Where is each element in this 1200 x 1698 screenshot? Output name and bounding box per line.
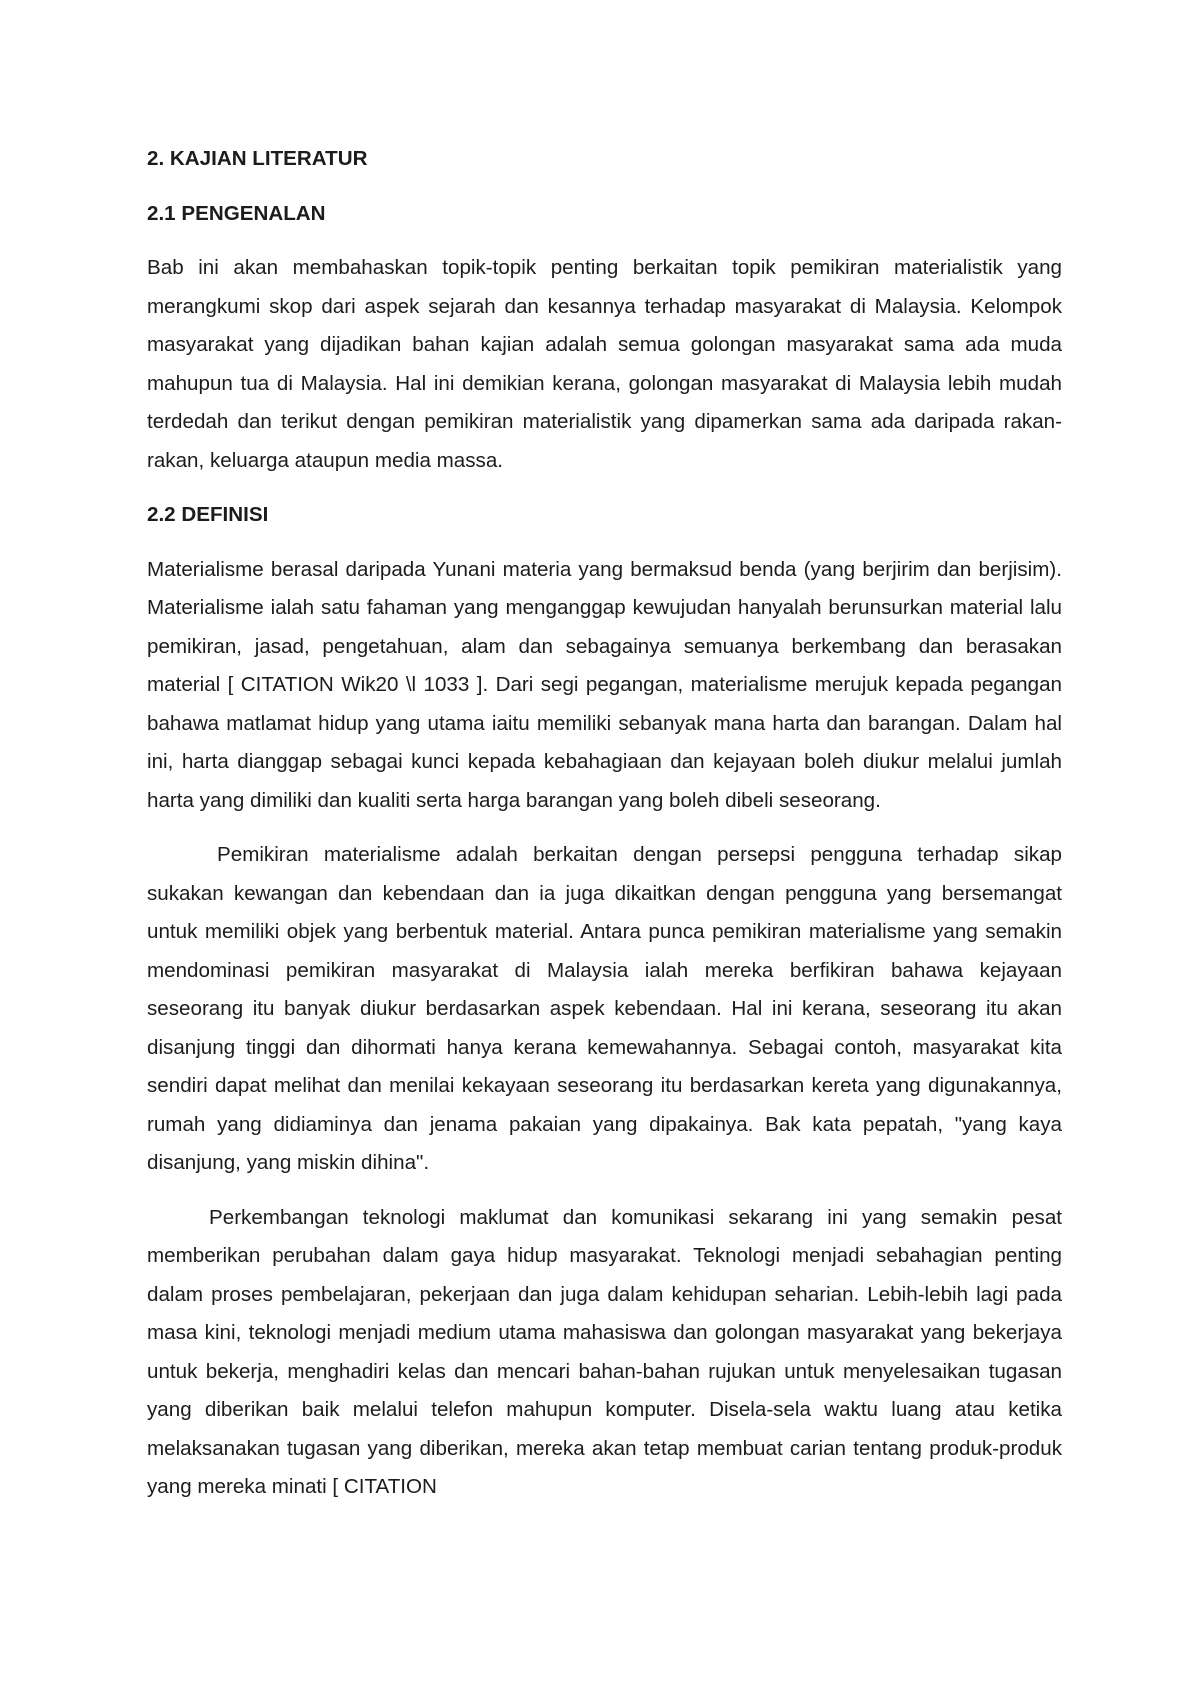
- section-heading-pengenalan: 2.1 PENGENALAN: [147, 201, 326, 225]
- paragraph-definisi-2: Pemikiran materialisme adalah berkaitan dengan persepsi pengguna terhadap sikap sukakan kewangan dan kebendaan dan ia juga dikaitkan dengan pengguna yang bersemangat untuk memiliki objek yang berbentuk material. Antara punca pemikiran materialisme yang semakin mendominasi pemikiran masyarakat di Malaysia ialah mereka berfikiran bahawa kejayaan seseorang itu banyak diukur berdasarkan aspek kebendaan. Hal ini kerana, seseorang itu akan disanjung tinggi dan dihormati hanya kerana kemewahannya. Sebagai contoh, masyarakat kita sendiri dapat melihat dan menilai kekayaan seseorang itu berdasarkan kereta yang digunakannya, rumah yang didiaminya dan jenama pakaian yang dipakainya. Bak kata pepatah, "yang kaya disanjung, yang miskin dihina".: [147, 843, 1062, 1174]
- document-body: [147, 140, 1062, 1507]
- chapter-heading: 2. KAJIAN LITERATUR: [147, 147, 368, 170]
- section-heading-definisi: 2.2 DEFINISI: [147, 503, 269, 526]
- paragraph-definisi-3: Perkembangan teknologi maklumat dan komunikasi sekarang ini yang semakin pesat memberikan perubahan dalam gaya hidup masyarakat. Teknologi menjadi sebahagian penting dalam proses pembelajaran, pekerjaan dan juga dalam kehidupan seharian. Lebih-lebih lagi pada masa kini, teknologi menjadi medium utama mahasiswa dan golongan masyarakat yang bekerjaya untuk bekerja, menghadiri kelas dan mencari bahan-bahan rujukan untuk menyelesaikan tugasan yang diberikan baik melalui telefon mahupun komputer. Disela-sela waktu luang atau ketika melaksanakan tugasan yang diberikan, mereka akan tetap membuat carian tentang produk-produk yang mereka minati [ CITATION: [147, 1205, 1062, 1498]
- paragraph-pengenalan: Bab ini akan membahaskan topik-topik penting berkaitan topik pemikiran materialistik yang merangkumi skop dari aspek sejarah dan kesannya terhadap masyarakat di Malaysia. Kelompok masyarakat yang dijadikan bahan kajian adalah semua golongan masyarakat sama ada muda mahupun tua di Malaysia. Hal ini demikian kerana, golongan masyarakat di Malaysia lebih mudah terdedah dan terikut dengan pemikiran materialistik yang dipamerkan sama ada daripada rakan-rakan, keluarga ataupun media massa.: [147, 256, 1062, 472]
- paragraph-definisi-1: Materialisme berasal daripada Yunani materia yang bermaksud benda (yang berjirim dan berjisim). Materialisme ialah satu fahaman yang menganggap kewujudan hanyalah berunsurkan material lalu pemikiran, jasad, pengetahuan, alam dan sebagainya semuanya berkembang dan berasakan material [ CITATION Wik20 \l 1033 ]. Dari segi pegangan, materialisme merujuk kepada pegangan bahawa matlamat hidup yang utama iaitu memiliki sebanyak mana harta dan barangan. Dalam hal ini, harta dianggap sebagai kunci kepada kebahagiaan dan kejayaan boleh diukur melalui jumlah harta yang dimiliki dan kualiti serta harga barangan yang boleh dibeli seseorang.: [147, 557, 1062, 812]
